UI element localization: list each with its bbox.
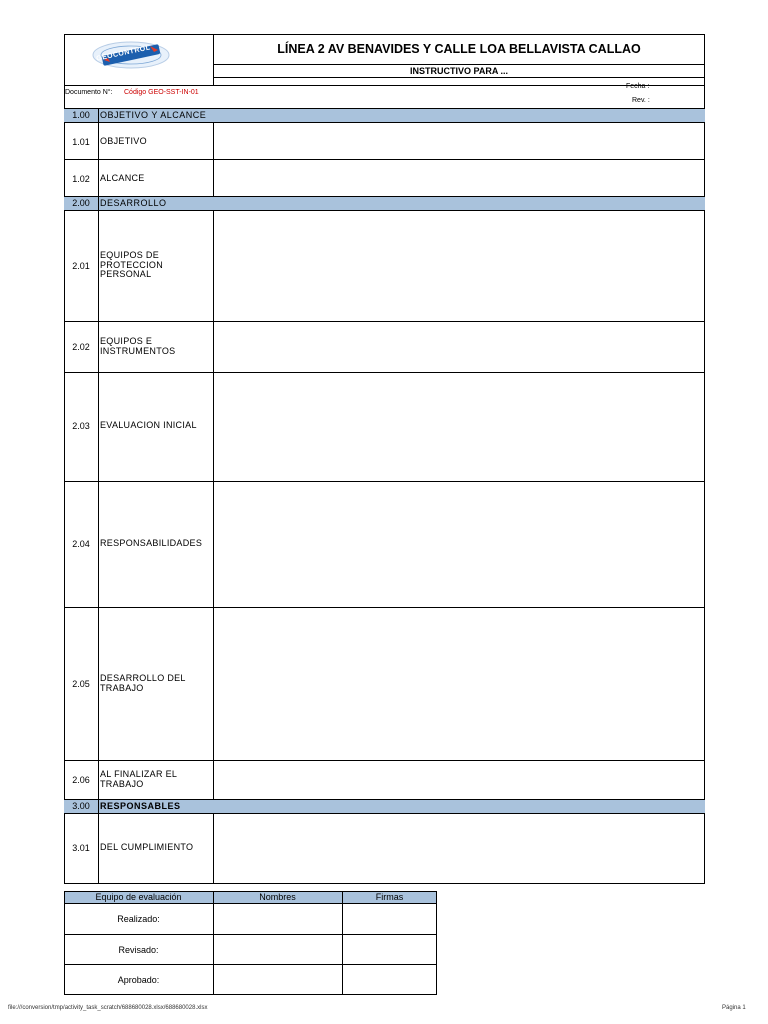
band-divider [98, 196, 99, 211]
row-number: 2.02 [72, 342, 90, 352]
eval-header: Equipo de evaluación [95, 892, 182, 902]
section-number: 1.00 [72, 110, 90, 120]
row-label: DESARROLLO DEL TRABAJO [100, 673, 186, 693]
eval-row-label: Aprobado: [117, 975, 160, 985]
desarrollo-field[interactable] [214, 608, 704, 760]
row-label: ALCANCE [100, 173, 145, 183]
revisado-firma-field[interactable] [343, 935, 436, 964]
document-code: Código GEO-SST-IN-01 [124, 89, 199, 96]
band-divider [98, 108, 99, 123]
band-divider [98, 799, 99, 814]
col-divider [98, 123, 99, 196]
row-number: 2.05 [72, 679, 90, 689]
row-label: EQUIPOS E INSTRUMENTOS [100, 336, 176, 356]
section-title: DESARROLLO [100, 198, 167, 208]
logo-text: GEOCONTROL [95, 44, 152, 63]
row-label: EVALUACION INICIAL [100, 420, 197, 430]
document-label: Documento N°: [65, 89, 113, 96]
responsabilidades-field[interactable] [214, 482, 704, 607]
section-number: 3.00 [72, 801, 90, 811]
row-number: 1.01 [72, 137, 90, 147]
eval-row-label: Realizado: [117, 914, 160, 924]
page-subtitle: INSTRUCTIVO PARA ... [409, 66, 508, 76]
alcance-field[interactable] [214, 160, 704, 196]
evaluacion-field[interactable] [214, 373, 704, 481]
subtitle-separator [213, 77, 705, 78]
page-title: LÍNEA 2 AV BENAVIDES Y CALLE LOA BELLAVISTA CALLAO [277, 42, 641, 56]
col-divider [98, 814, 99, 884]
header-bottom-line [64, 85, 705, 86]
finalizar-field[interactable] [214, 761, 704, 799]
realizado-nombre-field[interactable] [214, 905, 342, 934]
footer-page: Página 1 [722, 1005, 746, 1011]
row-label: RESPONSABILIDADES [100, 538, 203, 548]
row-label: OBJETIVO [100, 136, 147, 146]
aprobado-firma-field[interactable] [343, 965, 436, 994]
title-separator [213, 64, 705, 65]
row-number: 1.02 [72, 174, 90, 184]
row-number: 2.04 [72, 539, 90, 549]
row-number: 2.06 [72, 775, 90, 785]
equipos-field[interactable] [214, 322, 704, 372]
footer-path: file:///conversion/tmp/activity_task_scratch/688680028.xlsx/688680028.xlsx [8, 1005, 208, 1011]
objetivo-field[interactable] [214, 124, 704, 159]
eval-row-label: Revisado: [118, 945, 159, 955]
revisado-nombre-field[interactable] [214, 935, 342, 964]
epp-field[interactable] [214, 212, 704, 321]
eval-header: Firmas [375, 892, 404, 902]
eval-header: Nombres [259, 892, 296, 902]
section-title: OBJETIVO Y ALCANCE [100, 110, 207, 120]
section-number: 2.00 [72, 198, 90, 208]
row-number: 2.01 [72, 261, 90, 271]
row-number: 2.03 [72, 421, 90, 431]
rev-label: Rev. : [632, 97, 650, 104]
fecha-label: Fecha : [626, 83, 650, 90]
row-label: AL FINALIZAR EL TRABAJO [100, 769, 178, 789]
col-divider [98, 211, 99, 799]
aprobado-nombre-field[interactable] [214, 965, 342, 994]
cumplimiento-field[interactable] [214, 815, 704, 883]
row-label: EQUIPOS DE PROTECCION PERSONAL [100, 250, 164, 279]
row-label: DEL CUMPLIMIENTO [100, 842, 194, 852]
row-number: 3.01 [72, 843, 90, 853]
realizado-firma-field[interactable] [343, 905, 436, 934]
section-title: RESPONSABLES [100, 801, 181, 811]
